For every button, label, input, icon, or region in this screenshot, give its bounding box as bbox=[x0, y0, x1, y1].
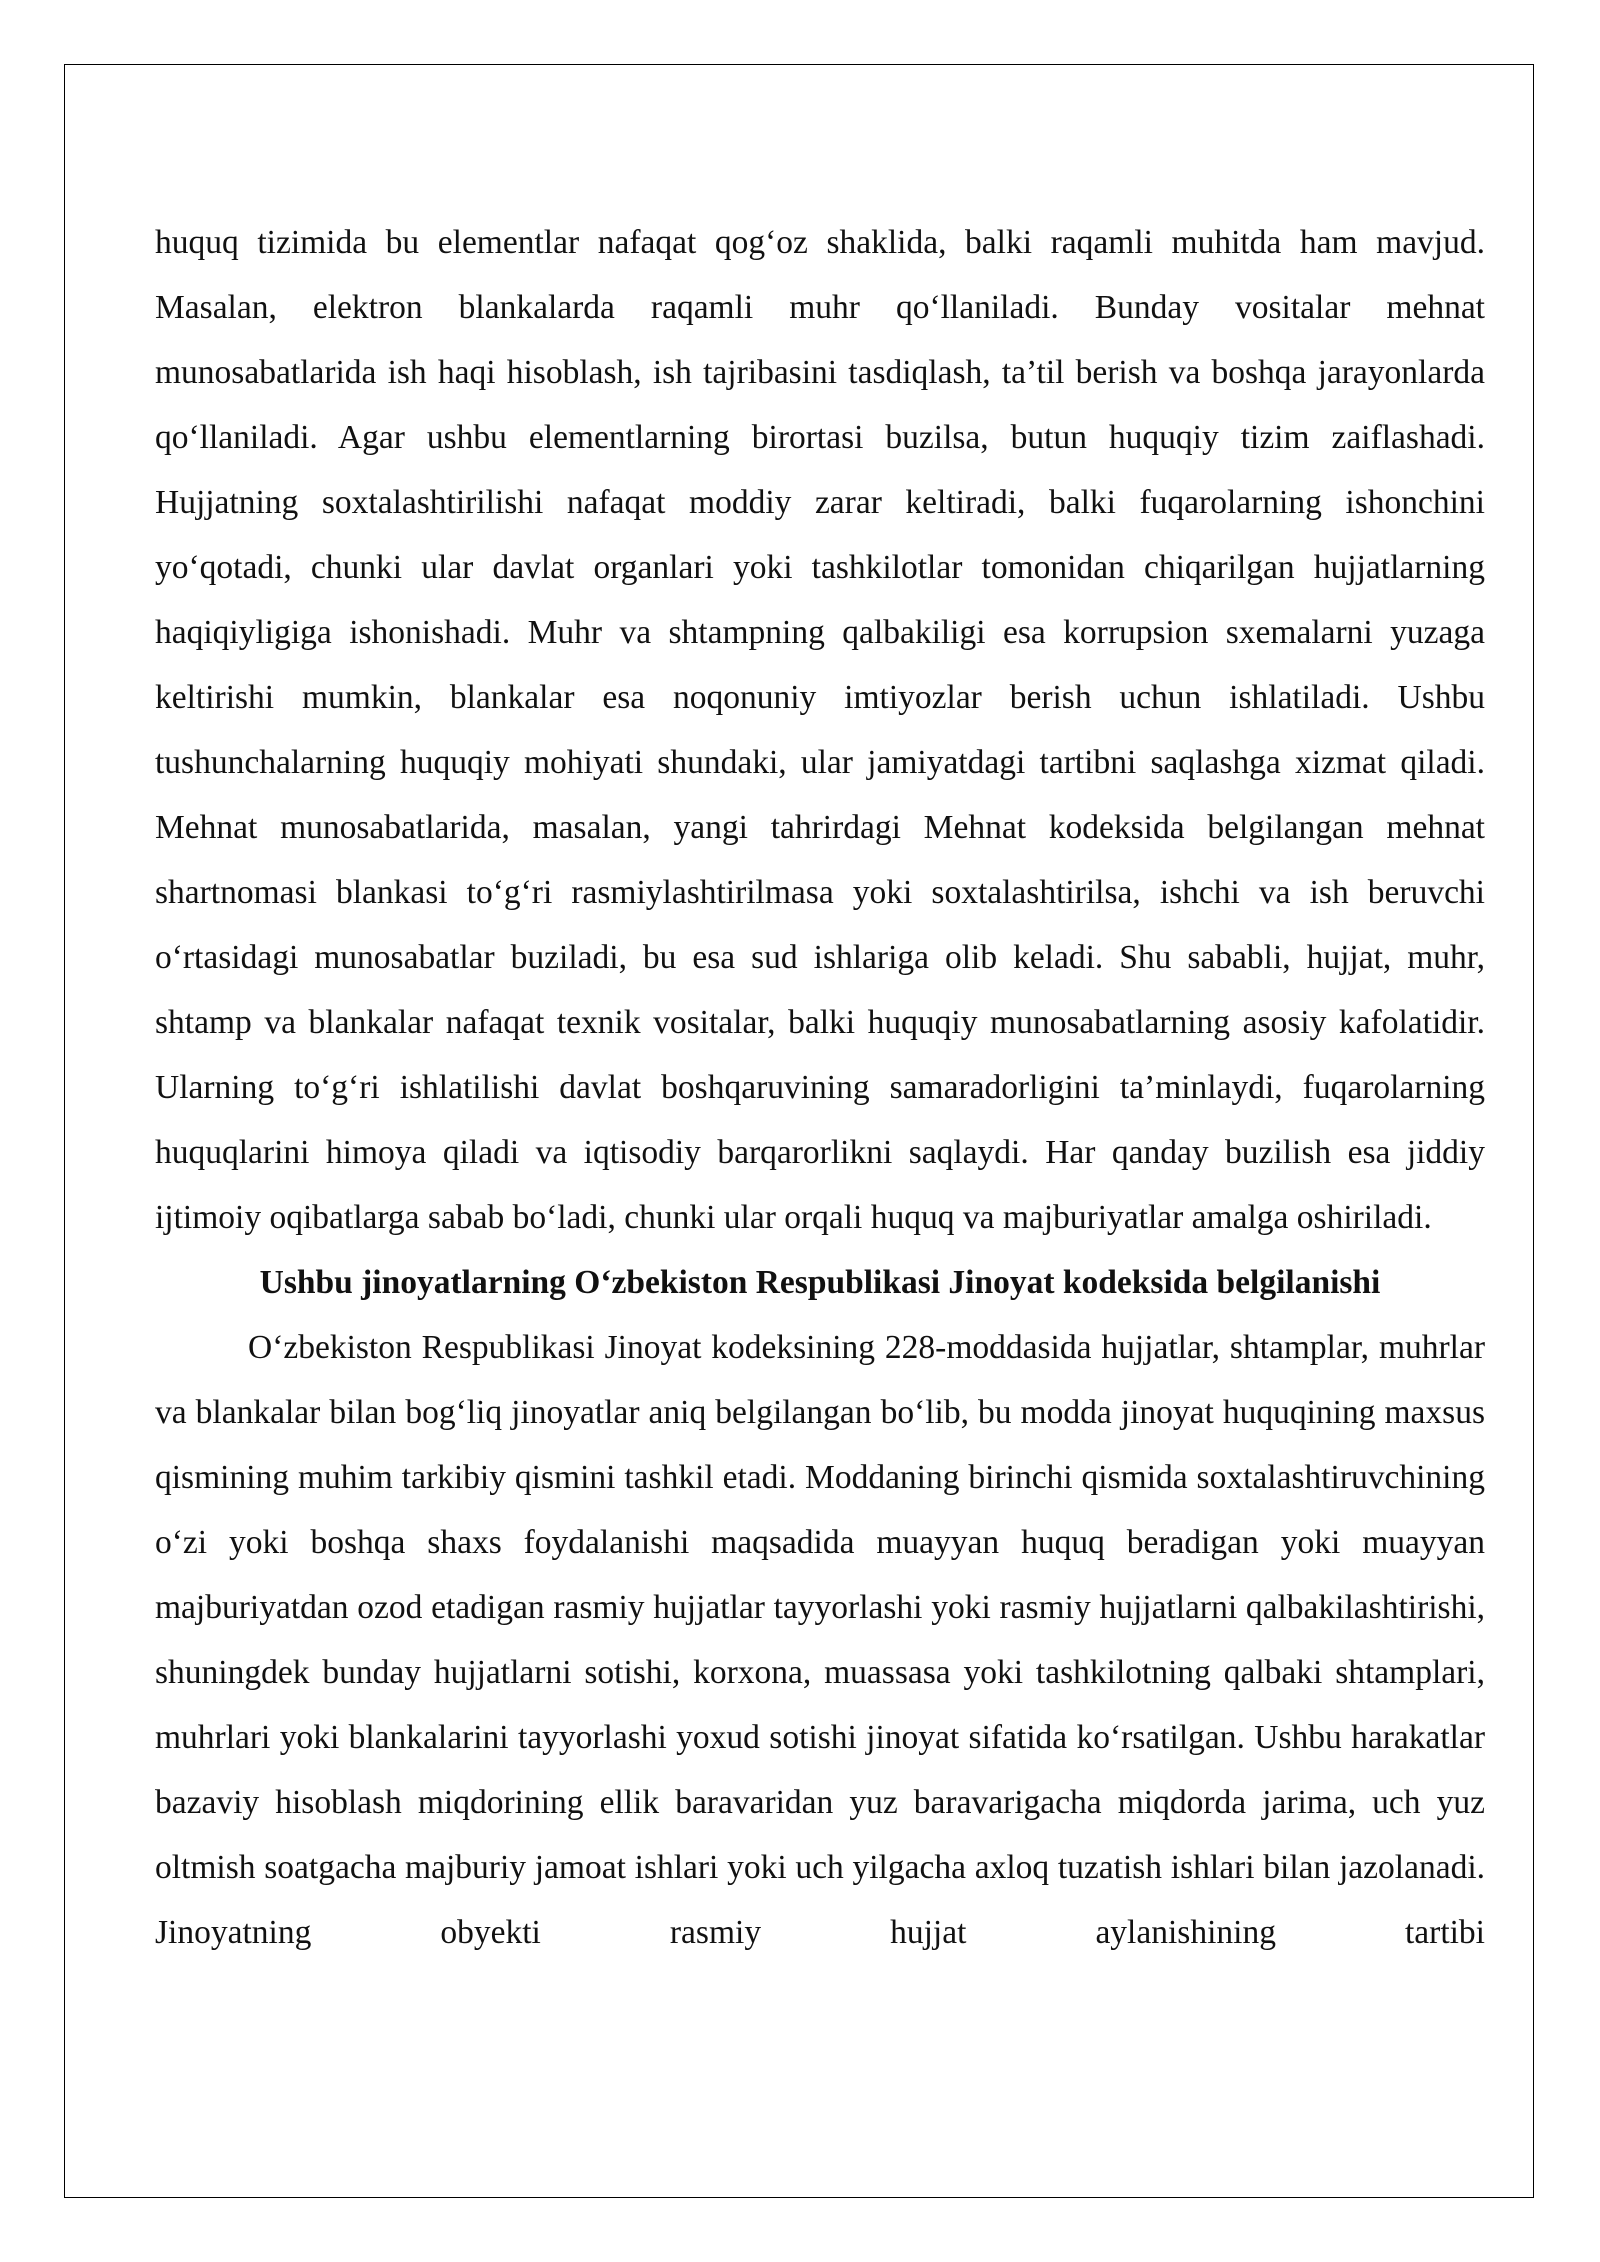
body-paragraph: O‘zbekiston Respublikasi Jinoyat kodeksining 228-moddasida hujjatlar, shtamplar, muhrlar va blankalar bilan bog‘liq jinoyatlar aniq belgilangan bo‘lib, bu modda jinoyat huquqining maxsus qismining muhim tarkibiy qismini tashkil etadi. Moddaning birinchi qismida soxtalashtiruvchining o‘zi yoki boshqa shaxs foydalanishi maqsadida muayyan huquq beradigan yoki muayyan majburiyatdan ozod etadigan rasmiy hujjatlar tayyorlashi yoki rasmiy hujjatlarni qalbakilashtirishi, shuningdek bunday hujjatlarni sotishi, korxona, muassasa yoki tashkilotning qalbaki shtamplari, muhrlari yoki blankalarini tayyorlashi yoxud sotishi jinoyat sifatida ko‘rsatilgan. Ushbu harakatlar bazaviy hisoblash miqdorining ellik baravaridan yuz baravarigacha miqdorda jarima, uch yuz oltmish soatgacha majburiy jamoat ishlari yoki uch yilgacha axloq tuzatish ishlari bilan jazolanadi. Jinoyatning obyekti rasmiy hujjat aylanishining tartibi bbox=[155, 1329, 1485, 1951]
document-page bbox=[64, 64, 1534, 2198]
section-heading: Ushbu jinoyatlarning O‘zbekiston Respublikasi Jinoyat kodeksida belgilanishi bbox=[259, 1264, 1381, 1301]
page-content bbox=[155, 210, 1485, 1965]
body-paragraph: huquq tizimida bu elementlar nafaqat qog‘oz shaklida, balki raqamli muhitda ham mavjud. Masalan, elektron blankalarda raqamli muhr qo‘llaniladi. Bunday vositalar mehnat munosabatlarida ish haqi hisoblash, ish tajribasini tasdiqlash, ta’til berish va boshqa jarayonlarda qo‘llaniladi. Agar ushbu elementlarning birortasi buzilsa, butun huquqiy tizim zaiflashadi. Hujjatning soxtalashtirilishi nafaqat moddiy zarar keltiradi, balki fuqarolarning ishonchini yo‘qotadi, chunki ular davlat organlari yoki tashkilotlar tomonidan chiqarilgan hujjatlarning haqiqiyligiga ishonishadi. Muhr va shtampning qalbakiligi esa korrupsion sxemalarni yuzaga keltirishi mumkin, blankalar esa noqonuniy imtiyozlar berish uchun ishlatiladi. Ushbu tushunchalarning huquqiy mohiyati shundaki, ular jamiyatdagi tartibni saqlashga xizmat qiladi. Mehnat munosabatlarida, masalan, yangi tahrirdagi Mehnat kodeksida belgilangan mehnat shartnomasi blankasi to‘g‘ri rasmiylashtirilmasa yoki soxtalashtirilsa, ishchi va ish beruvchi o‘rtasidagi munosabatlar buziladi, bu esa sud ishlariga olib keladi. Shu sababli, hujjat, muhr, shtamp va blankalar nafaqat texnik vositalar, balki huquqiy munosabatlarning asosiy kafolatidir. Ularning to‘g‘ri ishlatilishi davlat boshqaruvining samaradorligini ta’minlaydi, fuqarolarning huquqlarini himoya qiladi va iqtisodiy barqarorlikni saqlaydi. Har qanday buzilish esa jiddiy ijtimoiy oqibatlarga sabab bo‘ladi, chunki ular orqali huquq va majburiyatlar amalga oshiriladi. bbox=[155, 224, 1485, 1236]
